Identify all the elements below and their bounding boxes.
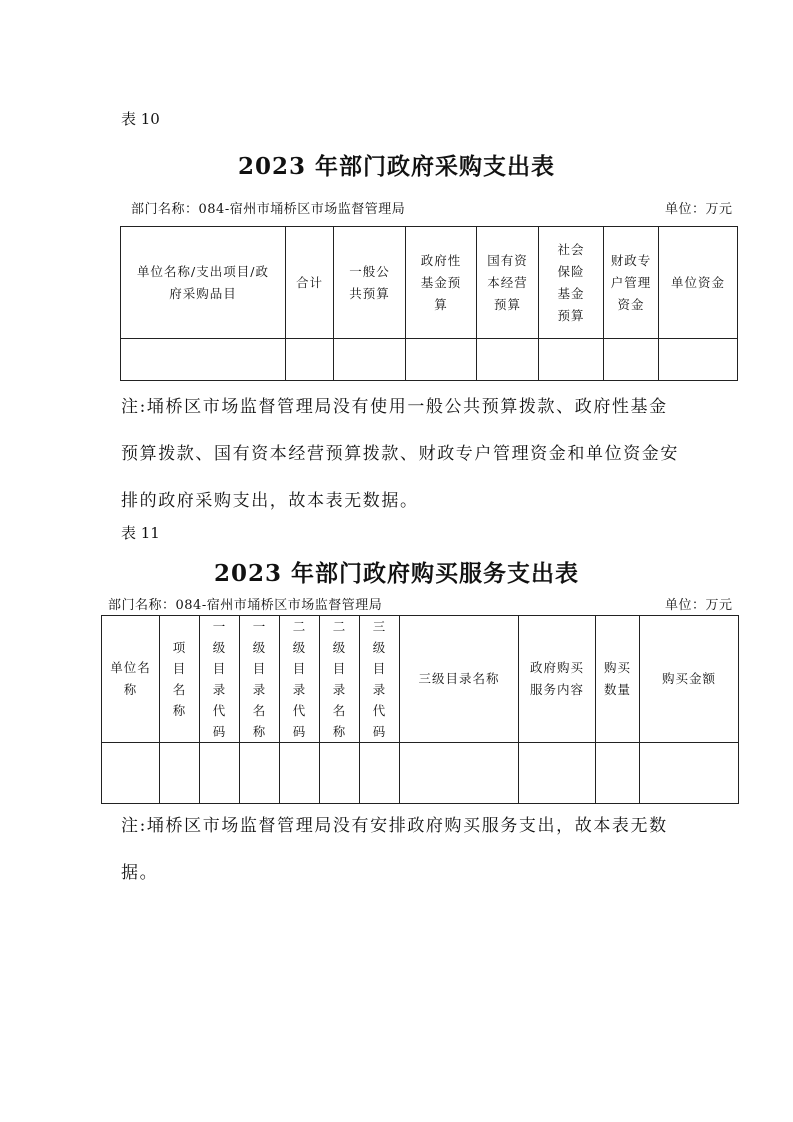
table11-note — [121, 803, 721, 897]
table10-title: 2023 年部门政府采购支出表 — [237, 153, 556, 180]
table10-header-cell: 财政专户管理资金 — [604, 227, 659, 339]
table-row — [102, 743, 739, 804]
table10-header-cell: 社会保险基金预算 — [539, 227, 604, 339]
table11-header-cell: 单位名称 — [102, 616, 160, 743]
table11-unit: 单位：万元 — [665, 598, 733, 613]
table11-department: 部门名称：084-宿州市埇桥区市场监督管理局 — [108, 598, 383, 613]
note-line: 排的政府采购支出，故本表无数据。 — [121, 491, 419, 511]
table10-unit: 单位：万元 — [665, 202, 733, 217]
table10-header-cell: 合计 — [286, 227, 334, 339]
table10-department: 部门名称：084-宿州市埇桥区市场监督管理局 — [131, 202, 406, 217]
table11-header-cell: 项目名称 — [160, 616, 200, 743]
table10-header-row — [121, 227, 738, 339]
table11-title: 2023 年部门政府购买服务支出表 — [213, 560, 580, 587]
table10-header-cell: 单位资金 — [659, 227, 738, 339]
table11-header-cell: 购买金额 — [640, 616, 739, 743]
table11-header-cell: 一级目录名称 — [240, 616, 280, 743]
table11-header-cell: 三级目录名称 — [400, 616, 519, 743]
table10-header-cell: 一般公共预算 — [334, 227, 406, 339]
note-line: 注:埇桥区市场监督管理局没有安排政府购买服务支出，故本表无数 — [121, 816, 668, 836]
table10-header-cell: 国有资本经营预算 — [477, 227, 539, 339]
table10-label: 表 10 — [121, 110, 160, 128]
table11-header-cell: 购买数量 — [596, 616, 640, 743]
table11-header-cell: 政府购买服务内容 — [519, 616, 596, 743]
table10-header-cell: 单位名称/支出项目/政府采购品目 — [121, 227, 286, 339]
table11-header-row — [102, 616, 739, 743]
table10-header-cell: 政府性基金预算 — [406, 227, 477, 339]
note-line: 注:埇桥区市场监督管理局没有使用一般公共预算拨款、政府性基金 — [121, 397, 668, 417]
table10-note — [121, 384, 721, 525]
note-line: 据。 — [121, 863, 159, 883]
table11-grid — [101, 615, 739, 804]
table-row — [121, 339, 738, 381]
table11-header-cell: 二级目录代码 — [280, 616, 320, 743]
table10-grid — [120, 226, 738, 381]
table11-header-cell: 三级目录代码 — [360, 616, 400, 743]
table11-label: 表 11 — [121, 524, 160, 542]
table11-header-cell: 二级目录名称 — [320, 616, 360, 743]
table11-header-cell: 一级目录代码 — [200, 616, 240, 743]
note-line: 预算拨款、国有资本经营预算拨款、财政专户管理资金和单位资金安 — [121, 444, 679, 464]
